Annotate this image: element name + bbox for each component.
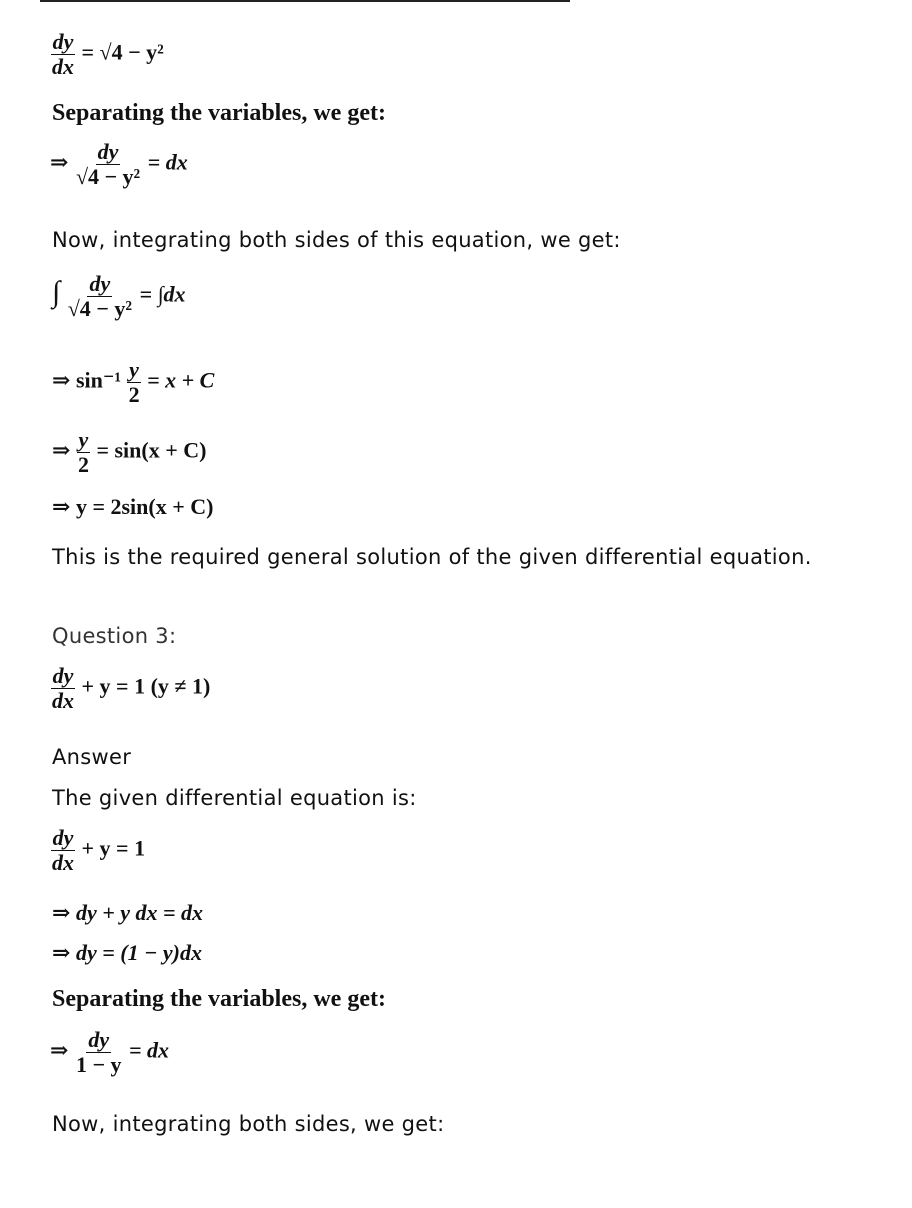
body: y = 2sin(x + C) [75,494,214,519]
answer-heading: Answer [52,745,132,769]
separating-variables-text: Separating the variables, we get: [52,100,386,126]
rhs: = dx [128,1037,170,1063]
fraction [50,664,76,713]
equation-given [50,826,145,875]
denominator: 2 [77,452,89,478]
numerator: y [129,357,139,382]
given-equation-text: The given differential equation is: [52,786,417,810]
integral-sign: ∫ [52,275,61,309]
numerator: dy [97,139,119,164]
fraction [74,140,142,189]
rhs: + y = 1 (y ≠ 1) [81,673,211,699]
denominator: 2 [128,382,140,408]
denominator: √4 − y² [75,164,141,190]
rhs: = sin(x + C) [96,437,207,463]
implies-arrow: ⇒ [50,1037,69,1063]
equation-dy-plus-ydx [52,900,203,926]
question-heading: Question 3: [52,624,177,648]
numerator: y [78,427,89,452]
equation-dy-dx-sqrt [50,30,164,79]
body: dy + y dx = dx [75,900,204,925]
fraction [74,1028,124,1077]
fraction [50,30,76,79]
fraction [76,428,91,477]
equation-separated-2 [50,1028,169,1077]
conclusion-text: This is the required general solution of the given differential equation. [52,545,812,569]
implies-arrow: ⇒ [52,940,71,965]
numerator: dy [52,29,74,54]
fraction [66,272,134,321]
function: sin⁻¹ [75,367,122,393]
integrating-text-2: Now, integrating both sides, we get: [52,1112,445,1136]
body: dy = (1 − y)dx [75,940,202,965]
equation-arcsin [52,358,214,407]
denominator: √4 − y² [67,296,132,322]
question-equation [50,664,210,713]
numerator: dy [52,825,74,850]
equation-integral [52,272,186,321]
equation-y-solution [52,494,213,520]
implies-arrow: ⇒ [52,494,71,519]
fraction [50,826,76,875]
equation-dy-factored [52,940,202,966]
rhs: = ∫dx [139,281,186,307]
rhs: = dx [147,149,188,175]
equation-separated [50,140,188,189]
rhs: + y = 1 [81,835,146,861]
rhs: = √4 − y² [81,39,164,65]
integrating-text: Now, integrating both sides of this equation, we get: [52,228,621,252]
numerator: dy [88,1027,110,1052]
separating-variables-text-2: Separating the variables, we get: [52,986,386,1012]
fraction [127,358,142,407]
equation-y-over-2 [52,428,206,477]
denominator: dx [52,688,74,714]
numerator: dy [52,663,74,688]
implies-arrow: ⇒ [52,367,71,393]
implies-arrow: ⇒ [52,900,71,925]
rhs: = x + C [147,367,215,393]
denominator: 1 − y [75,1052,122,1078]
implies-arrow: ⇒ [50,149,69,175]
numerator: dy [89,271,111,296]
top-rule [40,0,570,2]
denominator: dx [52,54,74,80]
denominator: dx [52,850,74,876]
implies-arrow: ⇒ [52,437,71,463]
